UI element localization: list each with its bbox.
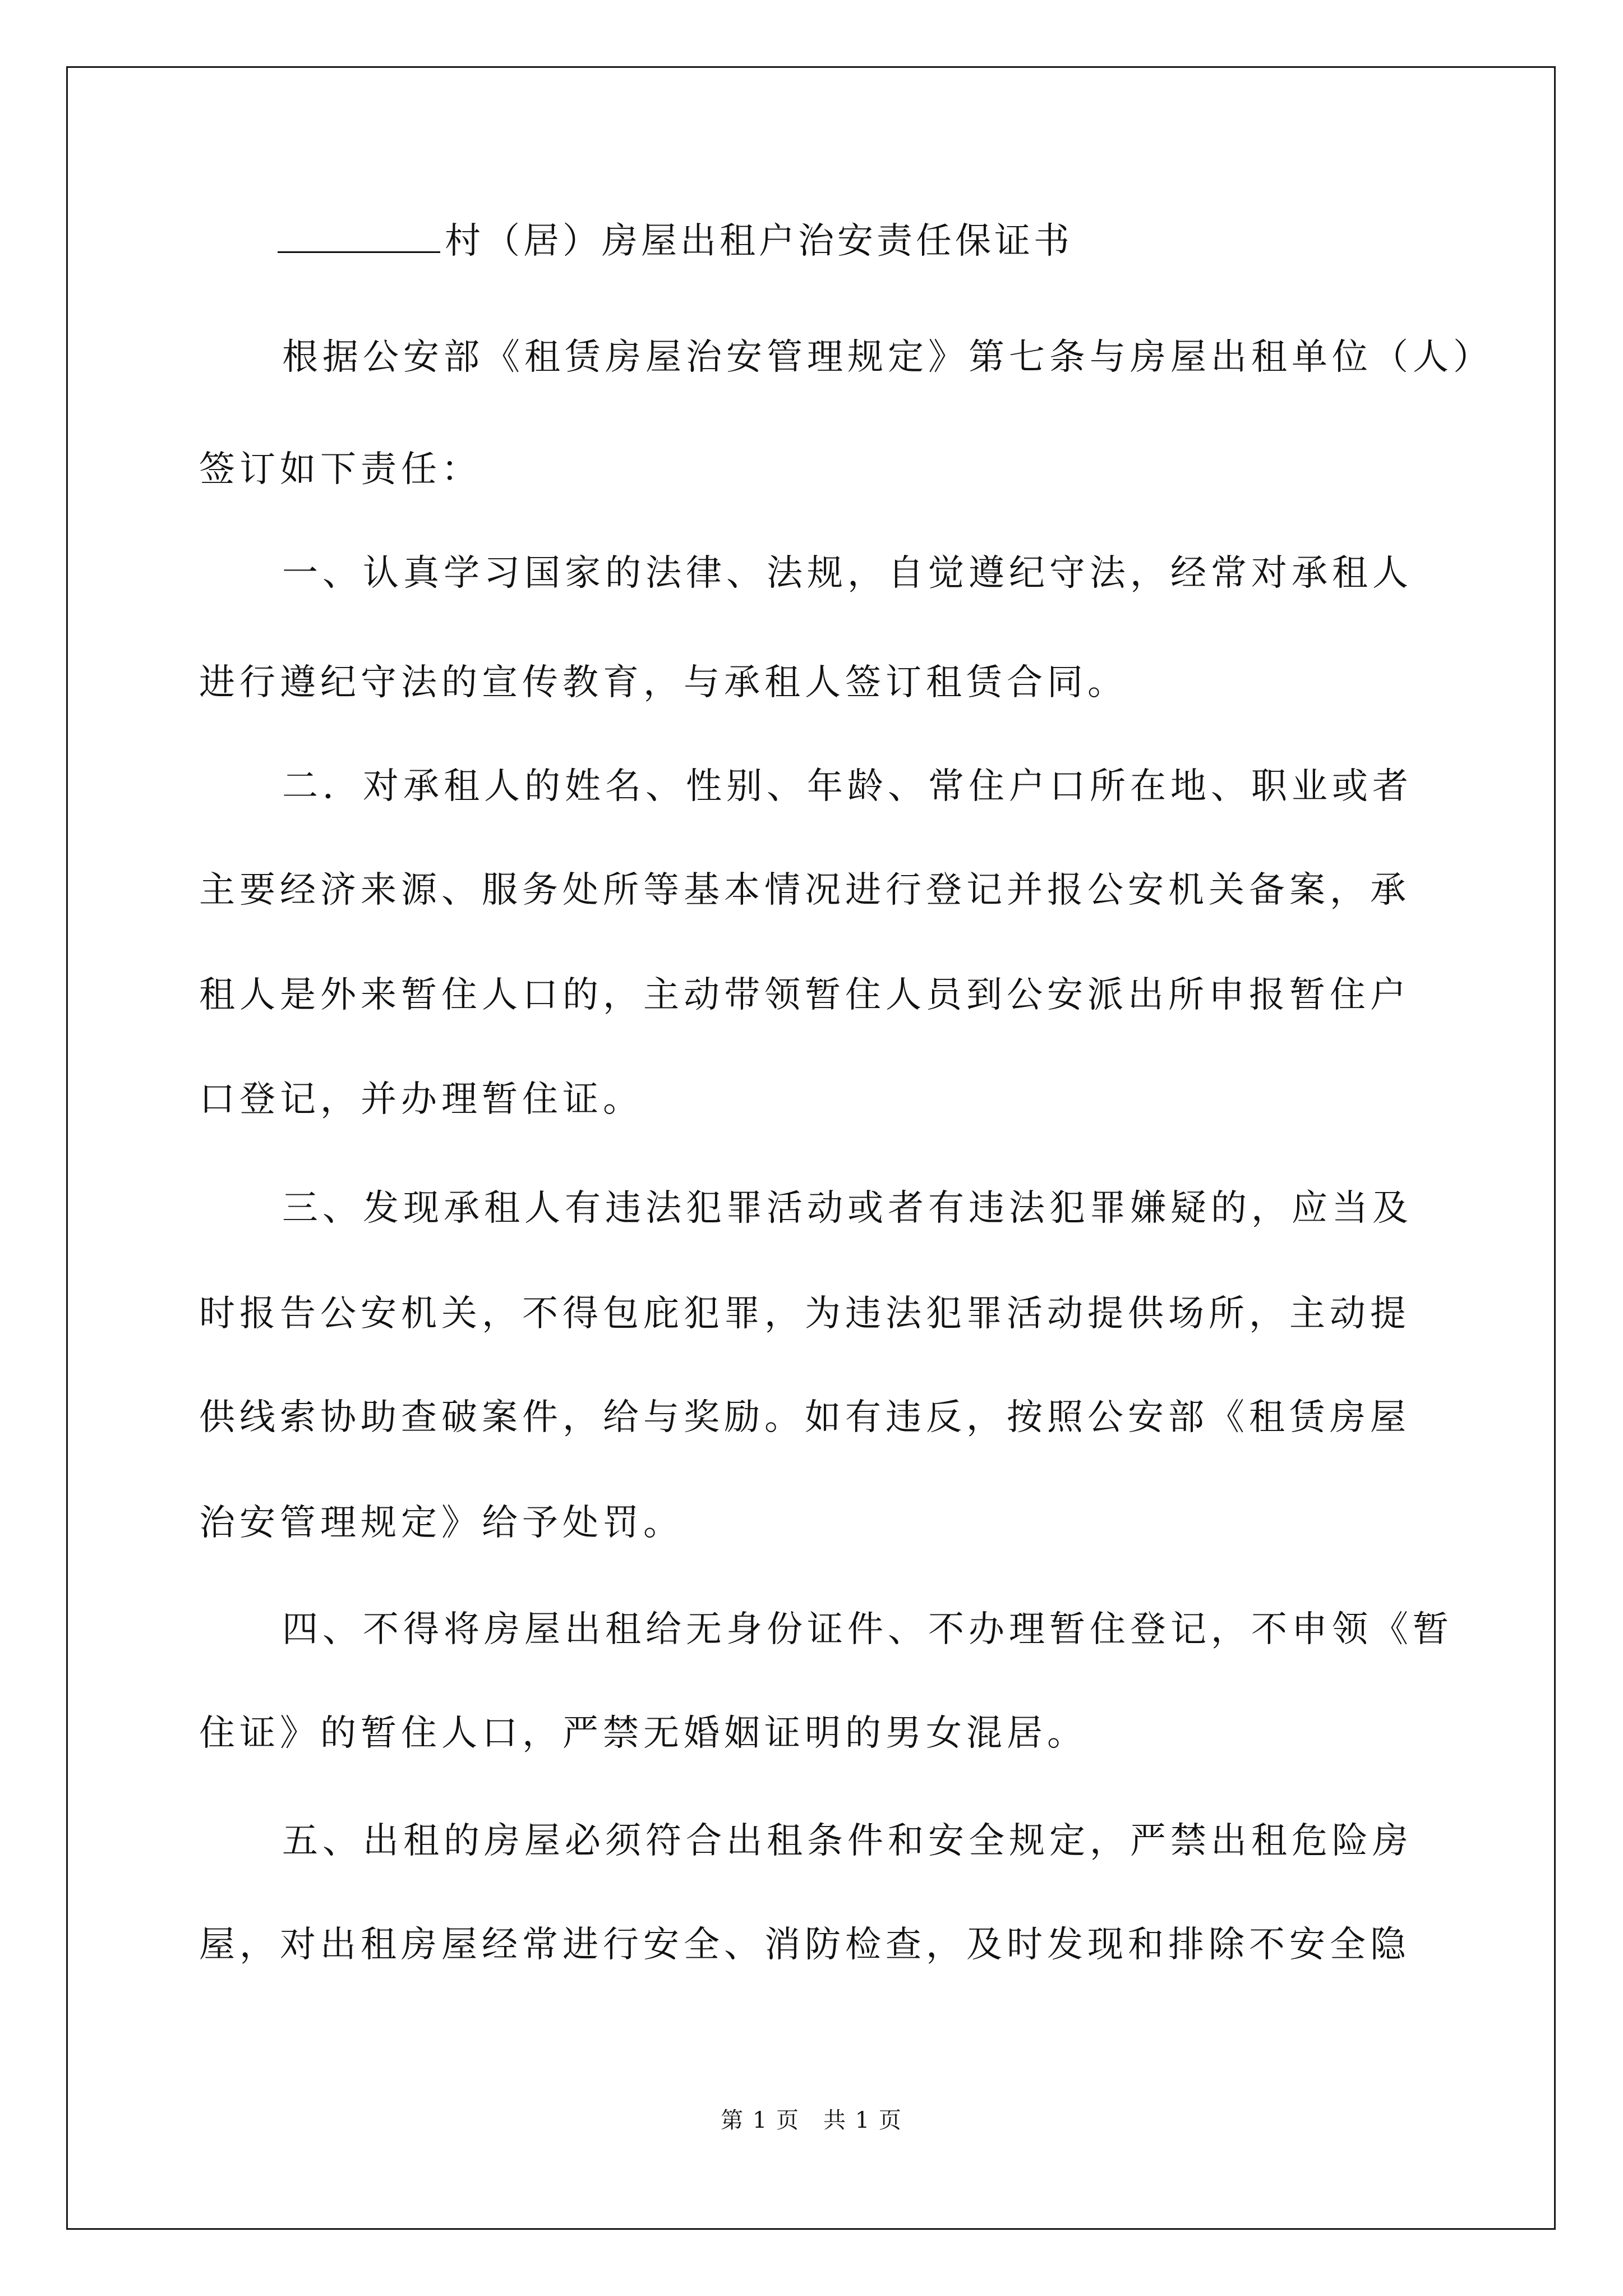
- document-title: [278, 212, 1073, 264]
- paragraph-line: 进行遵纪守法的宣传教育，与承租人签订租赁合同。: [199, 662, 1128, 703]
- paragraph-line: 五、出租的房屋必须符合出租条件和安全规定，严禁出租危险房: [282, 1820, 1413, 1862]
- paragraph-line: 根据公安部《租赁房屋治安管理规定》第七条与房屋出租单位（人）: [282, 337, 1493, 378]
- paragraph-line: 签订如下责任：: [199, 449, 482, 490]
- paragraph-line: 住证》的暂住人口，严禁无婚姻证明的男女混居。: [199, 1713, 1087, 1754]
- title-text: 村（居）房屋出租户治安责任保证书: [445, 220, 1073, 262]
- page-border: [66, 66, 1556, 2230]
- paragraph-line: 四、不得将房屋出租给无身份证件、不办理暂住登记，不申领《暂: [282, 1609, 1453, 1650]
- paragraph-line: 治安管理规定》给予处罚。: [199, 1502, 684, 1544]
- paragraph-line: 二．对承租人的姓名、性别、年龄、常住户口所在地、职业或者: [282, 766, 1413, 807]
- paragraph-line: 主要经济来源、服务处所等基本情况进行登记并报公安机关备案，承: [199, 869, 1410, 911]
- paragraph-line: 口登记，并办理暂住证。: [199, 1079, 643, 1120]
- title-blank-line: [278, 217, 440, 253]
- paragraph-line: 三、发现承租人有违法犯罪活动或者有违法犯罪嫌疑的，应当及: [282, 1188, 1413, 1229]
- page-number: 第 1 页 共 1 页: [721, 2108, 902, 2133]
- paragraph-line: 供线索协助查破案件，给与奖励。如有违反，按照公安部《租赁房屋: [199, 1397, 1410, 1438]
- paragraph-line: 一、认真学习国家的法律、法规，自觉遵纪守法，经常对承租人: [282, 553, 1413, 594]
- paragraph-line: 时报告公安机关，不得包庇犯罪，为违法犯罪活动提供场所，主动提: [199, 1293, 1410, 1335]
- paragraph-line: 屋，对出租房屋经常进行安全、消防检查，及时发现和排除不安全隐: [199, 1924, 1410, 1966]
- paragraph-line: 租人是外来暂住人口的，主动带领暂住人员到公安派出所申报暂住户: [199, 974, 1410, 1016]
